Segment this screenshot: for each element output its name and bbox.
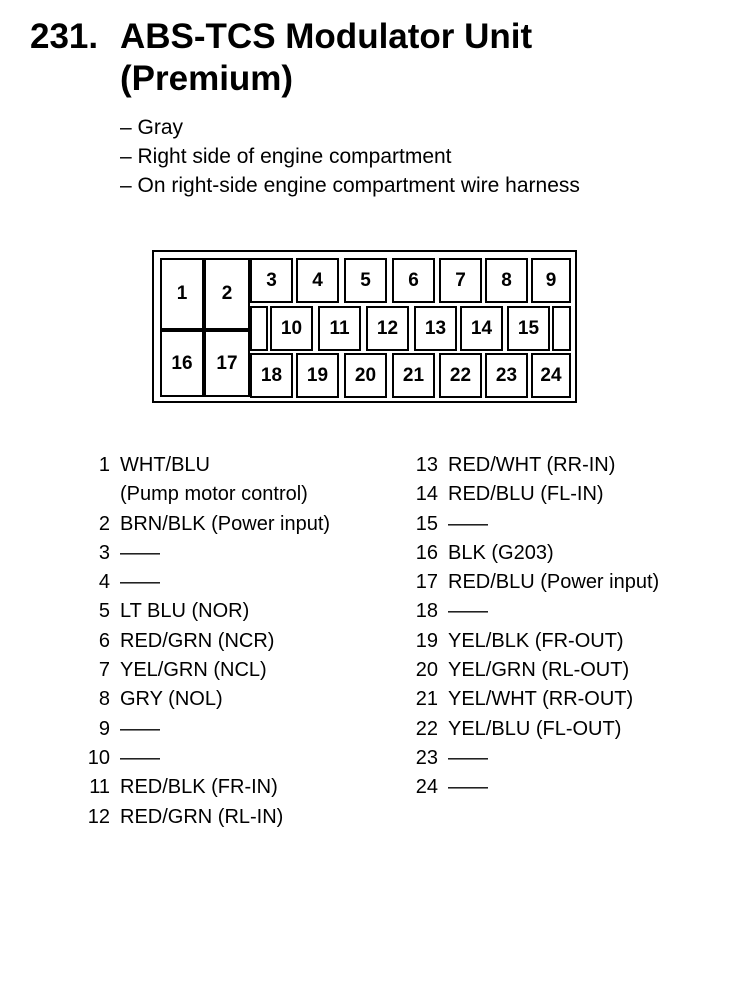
pin-number: 3	[98, 541, 110, 564]
cavity-9: 9	[531, 258, 571, 303]
cavity-1: 1	[160, 258, 204, 330]
pin-row-23	[408, 744, 659, 773]
pin-description: YEL/WHT (RR-OUT)	[448, 688, 634, 711]
cavity-22: 22	[439, 353, 482, 398]
pin-number: 24	[415, 776, 438, 799]
cavity-5: 5	[344, 258, 387, 303]
pin-number: 5	[98, 600, 110, 623]
pin-description: ——	[120, 746, 160, 769]
pin-row-3	[80, 539, 330, 568]
connector-face-diagram	[152, 250, 577, 403]
pin-list-left	[80, 451, 330, 832]
pin-row-20	[408, 656, 659, 685]
pin-number: 19	[415, 629, 438, 652]
pin-row-7	[80, 656, 330, 685]
cavity-16: 16	[160, 330, 204, 397]
pin-row-17	[408, 568, 659, 597]
pin-number: 6	[98, 629, 110, 652]
pin-description: ——	[448, 776, 488, 799]
cavity-12: 12	[366, 306, 409, 351]
pin-row-4	[80, 568, 330, 597]
pin-description: YEL/BLK (FR-OUT)	[448, 629, 624, 652]
cavity-19: 19	[296, 353, 339, 398]
pin-subdescription: (Pump motor control)	[120, 483, 308, 506]
cavity-14: 14	[460, 306, 503, 351]
cavity-17: 17	[204, 330, 250, 397]
pin-description: ——	[448, 512, 488, 535]
pin-row-11	[80, 773, 330, 802]
pin-number: 15	[415, 512, 438, 535]
cavity-23: 23	[485, 353, 528, 398]
blank-cavity-left	[250, 306, 268, 351]
cavity-24: 24	[531, 353, 571, 398]
cavity-3: 3	[250, 258, 293, 303]
pin-number: 14	[415, 483, 438, 506]
pin-row-14	[408, 480, 659, 509]
pin-row-12	[80, 803, 330, 832]
pin-description: WHT/BLU	[120, 454, 210, 476]
pin-description: RED/GRN (NCR)	[120, 629, 275, 652]
pin-row-15	[408, 510, 659, 539]
pin-number: 10	[87, 746, 110, 769]
pin-number: 8	[98, 688, 110, 711]
pin-description: LT BLU (NOR)	[120, 600, 250, 623]
pin-description: GRY (NOL)	[120, 688, 223, 711]
pin-row-16	[408, 539, 659, 568]
pin-row-9	[80, 715, 330, 744]
pin-row-10	[80, 744, 330, 773]
pin-number: 12	[87, 805, 110, 828]
blank-cavity-right	[552, 306, 571, 351]
pin-description: ——	[448, 746, 488, 769]
cavity-21: 21	[392, 353, 435, 398]
pin-description: RED/WHT (RR-IN)	[448, 454, 616, 476]
cavity-10: 10	[270, 306, 313, 351]
cavity-13: 13	[414, 306, 457, 351]
pin-number: 11	[89, 776, 110, 799]
pin-row-24	[408, 773, 659, 802]
pin-row-2	[80, 510, 330, 539]
pin-description: RED/BLU (Power input)	[448, 571, 660, 594]
bullet-location: – Right side of engine compartment	[120, 145, 452, 168]
pin-description: YEL/BLU (FL-OUT)	[448, 717, 622, 740]
pin-number: 22	[415, 717, 438, 740]
pin-row-13	[408, 451, 659, 480]
pin-description: RED/GRN (RL-IN)	[120, 805, 284, 828]
pin-number: 4	[98, 571, 110, 594]
pin-list-right	[408, 451, 659, 803]
cavity-6: 6	[392, 258, 435, 303]
bullet-color: – Gray	[120, 116, 184, 139]
pin-number: 17	[415, 571, 438, 594]
pin-description: BRN/BLK (Power input)	[120, 512, 331, 535]
pin-row-21	[408, 685, 659, 714]
pin-description: ——	[120, 717, 160, 740]
title-line-1: ABS-TCS Modulator Unit	[120, 17, 533, 56]
cavity-20: 20	[344, 353, 387, 398]
pin-number: 18	[415, 600, 438, 623]
section-number: 231.	[30, 17, 99, 56]
pin-number: 13	[415, 454, 438, 476]
location-notes	[120, 113, 580, 200]
pin-row-1	[80, 451, 330, 480]
pin-number: 9	[98, 717, 110, 740]
cavity-4: 4	[296, 258, 339, 303]
pin-number: 21	[415, 688, 438, 711]
pin-row-22	[408, 715, 659, 744]
pin-description: ——	[120, 541, 160, 564]
cavity-11: 11	[318, 306, 361, 351]
pin-description: RED/BLK (FR-IN)	[120, 776, 278, 799]
pin-description: BLK (G203)	[448, 541, 554, 564]
pin-description: ——	[120, 571, 160, 594]
cavity-8: 8	[485, 258, 528, 303]
title-text	[120, 16, 720, 100]
pin-description: RED/BLU (FL-IN)	[448, 483, 604, 506]
pin-description: YEL/GRN (NCL)	[120, 659, 267, 682]
bullet-harness: – On right-side engine compartment wire harness	[120, 174, 580, 197]
pin-number: 20	[415, 659, 438, 682]
pin-row-8	[80, 685, 330, 714]
cavity-7: 7	[439, 258, 482, 303]
cavity-15: 15	[507, 306, 550, 351]
pin-row-6	[80, 627, 330, 656]
pin-description: YEL/GRN (RL-OUT)	[448, 659, 630, 682]
pin-number: 2	[98, 512, 110, 535]
cavity-18: 18	[250, 353, 293, 398]
title-line-2: (Premium)	[120, 59, 294, 98]
pin-number: 1	[98, 454, 110, 476]
pin-row-19	[408, 627, 659, 656]
pin-row-18	[408, 597, 659, 626]
pin-number: 23	[415, 746, 438, 769]
pin-number: 7	[98, 659, 110, 682]
pin-number: 16	[415, 541, 438, 564]
pin-description: ——	[448, 600, 488, 623]
cavity-2: 2	[204, 258, 250, 330]
pin-row-5	[80, 597, 330, 626]
